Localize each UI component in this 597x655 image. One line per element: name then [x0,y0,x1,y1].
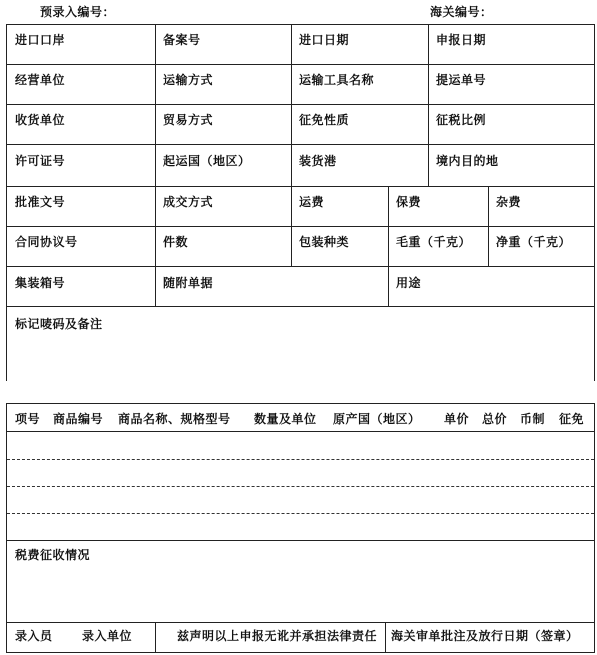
field-transport-mode: 运输方式 [163,73,214,87]
goods-col-item-no: 项号 [15,412,41,426]
goods-col-total-price: 总价 [482,412,508,426]
field-loading-port: 装货港 [299,154,337,168]
entry-unit-label: 录入单位 [82,629,133,643]
field-purpose: 用途 [396,276,422,290]
field-approval-no: 批准文号 [15,195,66,209]
rule-col-d [388,186,389,306]
rule-row-6 [6,266,595,267]
entry-clerk-label: 录入员 [15,629,53,643]
goods-col-currency: 币制 [520,412,546,426]
rule-goods-header-bottom [6,431,595,432]
field-package-count: 件数 [163,235,189,249]
field-container-no: 集装箱号 [15,276,66,290]
rule-row-2 [6,104,595,105]
rule-footer-col-a [155,622,156,653]
field-license-no: 许可证号 [15,154,66,168]
remarks-label: 标记唛码及备注 [15,317,103,331]
field-insurance: 保费 [396,195,422,209]
field-net-weight: 净重（千克） [496,235,572,249]
customs-number-label: 海关编号： [430,5,493,19]
rule-right-upper [594,24,595,382]
goods-line-3 [7,513,594,514]
field-import-date: 进口日期 [299,33,350,47]
goods-line-2 [7,486,594,487]
rule-row-3 [6,144,595,145]
rule-footer-top [6,622,595,623]
tax-collection-label: 税费征收情况 [15,548,91,562]
rule-left-upper [6,24,7,382]
goods-col-quantity-unit: 数量及单位 [254,412,317,426]
rule-goods-bottom [6,540,595,541]
rule-col-a [155,24,156,306]
rule-right-lower [594,403,595,653]
rule-goods-top [6,403,595,404]
goods-col-unit-price: 单价 [444,412,470,426]
field-package-type: 包装种类 [299,235,350,249]
field-declare-date: 申报日期 [436,33,487,47]
field-tax-ratio: 征税比例 [436,113,487,127]
field-attached-docs: 随附单据 [163,276,214,290]
field-vehicle-name: 运输工具名称 [299,73,375,87]
field-misc-fees: 杂费 [496,195,522,209]
field-exemption-nature: 征免性质 [299,113,350,127]
rule-row-4 [6,186,595,187]
rule-col-b [291,24,292,266]
rule-col-e [488,186,489,266]
field-bill-of-lading: 提运单号 [436,73,487,87]
field-business-unit: 经营单位 [15,73,66,87]
field-entry-port: 进口口岸 [15,33,66,47]
pre-entry-number-label: 预录入编号： [40,5,116,19]
goods-line-1 [7,459,594,460]
form-break [0,381,597,403]
field-deal-mode: 成交方式 [163,195,214,209]
rule-top [6,24,595,25]
field-gross-weight: 毛重（千克） [396,235,472,249]
field-freight: 运费 [299,195,325,209]
goods-col-name-spec: 商品名称、规格型号 [118,412,231,426]
goods-col-origin: 原产国（地区） [333,412,421,426]
field-trade-mode: 贸易方式 [163,113,214,127]
field-record-no: 备案号 [163,33,201,47]
field-contract-no: 合同协议号 [15,235,78,249]
rule-row-1 [6,64,595,65]
rule-row-7 [6,306,595,307]
declaration-statement: 兹声明以上申报无讹并承担法律责任 [177,629,378,643]
field-origin-country: 起运国（地区） [163,154,251,168]
rule-row-5 [6,226,595,227]
goods-col-exemption: 征免 [559,412,585,426]
rule-col-c [428,24,429,186]
field-domestic-destination: 境内目的地 [436,154,499,168]
rule-footer-col-b [385,622,386,653]
field-consignee: 收货单位 [15,113,66,127]
goods-col-commodity-code: 商品编号 [53,412,104,426]
rule-left-lower [6,403,7,653]
rule-bottom [6,652,595,653]
customs-approval-label: 海关审单批注及放行日期（签章） [391,629,579,643]
